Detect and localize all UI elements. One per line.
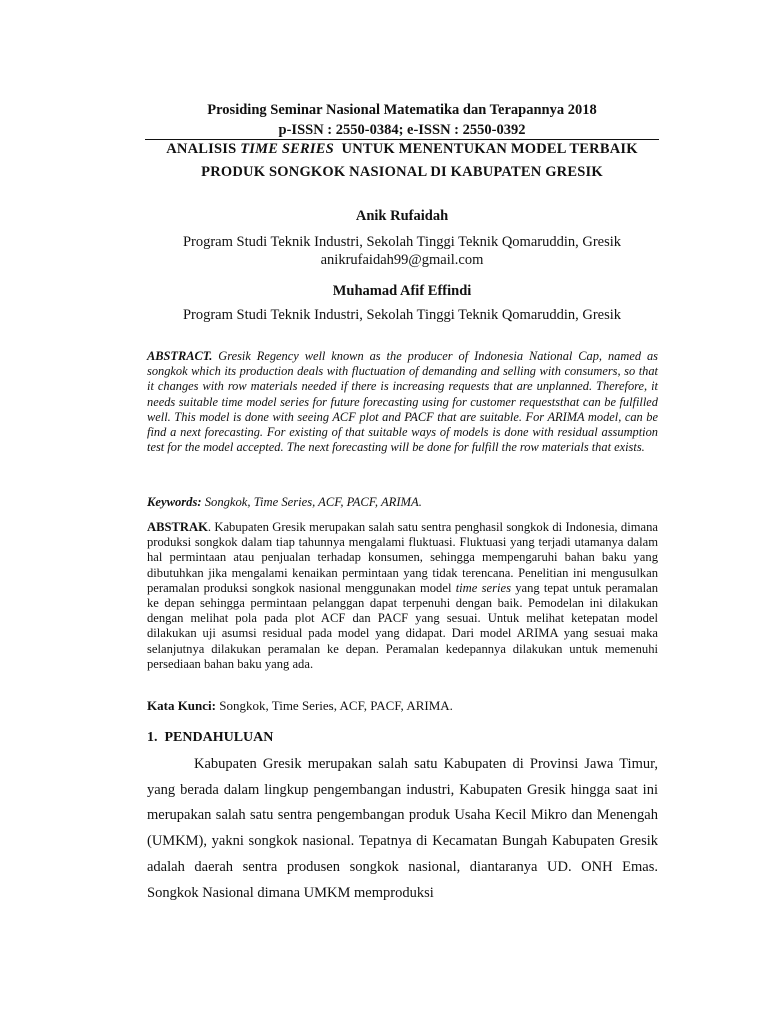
author-name: Anik Rufaidah bbox=[355, 208, 449, 224]
section-heading: 1. PENDAHULUAN bbox=[147, 730, 274, 745]
keywords-english: Keywords: Songkok, Time Series, ACF, PACF, ARIMA. bbox=[147, 495, 422, 509]
abstract-label: ABSTRACT. bbox=[147, 349, 213, 363]
header-rule bbox=[145, 139, 659, 140]
paper-title-line-1: ANALISIS TIME SERIES UNTUK MENENTUKAN MODEL TERBAIK bbox=[166, 141, 638, 157]
abstract-text: Gresik Regency well known as the producer of Indonesia National Cap, named as songkok which its production deals with fluctuation of demanding and selling with consumers, so that it changes with row materials needed if there is increasing requests that are unplanned. Therefore, it needs suitable time model series for future forecasting using for customer requeststhat can be fulfilled well. This model is done with seeing ACF plot and PACF that are suitable. For ARIMA model, can be find a next forecasting. For existing of that suitable ways of models is done with residual assumption test for the model accepted. The next forecasting will be done for fulfill the row materials that exists. bbox=[147, 349, 658, 455]
author-email: anikrufaidah99@gmail.com bbox=[320, 252, 484, 268]
issn-line: p-ISSN : 2550-0384; e-ISSN : 2550-0392 bbox=[278, 122, 526, 138]
paper-title-line-2: PRODUK SONGKOK NASIONAL DI KABUPATEN GRESIK bbox=[201, 164, 603, 180]
abstract-english bbox=[147, 349, 658, 455]
body-paragraph: Kabupaten Gresik merupakan salah satu Kabupaten di Provinsi Jawa Timur, yang berada dalam lingkup pengembangan industri, Kabupaten Gresik hingga saat ini merupakan salah satu sentra pengembangan produk Usaha Kecil Mikro dan Menengah (UMKM), yakni songkok nasional. Tepatnya di Kecamatan Bungah Kabupaten Gresik adalah daerah sentra produsen songkok nasional, diantaranya UD. ONH Emas. Songkok Nasional dimana UMKM memproduksi bbox=[147, 756, 658, 901]
abstrak-label: ABSTRAK bbox=[147, 520, 208, 534]
proceedings-title: Prosiding Seminar Nasional Matematika dan Terapannya 2018 bbox=[207, 102, 597, 118]
author-name: Muhamad Afif Effindi bbox=[332, 283, 472, 299]
proceedings-header bbox=[145, 100, 659, 140]
abstract-indonesian: ABSTRAK. Kabupaten Gresik merupakan salah satu sentra penghasil songkok di Indonesia, dimana produksi songkok dalam tiap tahunnya mengalami fluktuasi. Fluktuasi yang terjadi utamanya dalam hal permintaan atau penjualan terhadap konsumen, sehingga mempengaruhi bahan baku yang dibutuhkan jika mengalami kenaikan permintaan yang tidak terencana. Penelitian ini mengusulkan peramalan produksi songkok nasional menggunakan model time series yang tepat untuk peramalan ke depan sehingga permintaan pelanggan dapat terpenuhi dengan baik. Pemodelan ini dilakukan dengan melihat pola pada plot ACF dan PACF yang sesuai. Untuk melihat ketepatan model dilakukan uji asumsi residual pada model yang didapat. Dari model ARIMA yang sesuai maka selanjutnya dilakukan peramalan ke depan. Peramalan kedepannya dilakukan untuk memenuhi persediaan bahan baku yang ada. bbox=[147, 520, 658, 671]
author-affiliation: Program Studi Teknik Industri, Sekolah Tinggi Teknik Qomaruddin, Gresik anikrufaidah99@gmail.com bbox=[100, 233, 704, 269]
keywords-indonesian: Kata Kunci: Songkok, Time Series, ACF, PACF, ARIMA. bbox=[147, 698, 453, 713]
author-affiliation: Program Studi Teknik Industri, Sekolah Tinggi Teknik Qomaruddin, Gresik bbox=[182, 307, 622, 323]
